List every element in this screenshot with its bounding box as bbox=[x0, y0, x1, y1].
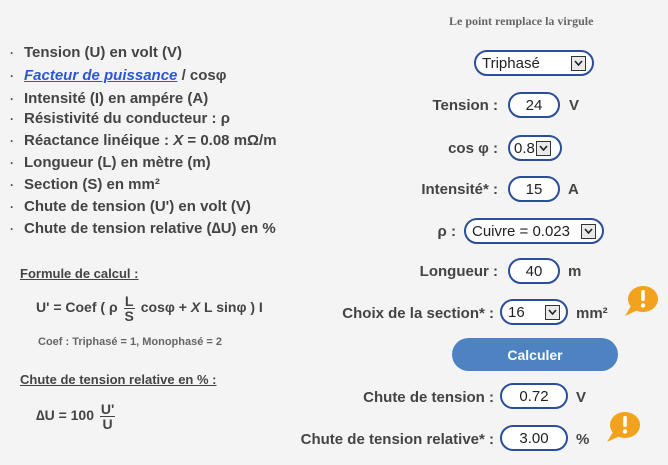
def-chute: · Chute de tension (U') en volt (V) bbox=[10, 198, 251, 215]
formula-relative: ∆U = 100 $\frac{U'}{U}$ bbox=[36, 401, 115, 432]
tension-input[interactable]: 24 bbox=[508, 92, 560, 118]
chevron-down-icon bbox=[545, 305, 560, 320]
def-section: · Section (S) en mm² bbox=[10, 176, 160, 193]
longueur-input[interactable]: 40 bbox=[508, 258, 560, 284]
chevron-down-icon bbox=[571, 56, 586, 71]
chute-relative-label: Chute de tension relative* : bbox=[300, 431, 494, 448]
coef-note: Coef : Triphasé = 1, Monophasé = 2 bbox=[38, 336, 222, 348]
chevron-down-icon bbox=[536, 141, 551, 156]
cos-phi-select[interactable]: 0.8 bbox=[508, 135, 562, 161]
relative-fraction: $\frac{U'}{U}$ bbox=[100, 401, 115, 432]
longueur-label: Longueur : bbox=[419, 263, 498, 280]
def-facteur: · Facteur de puissance / cosφ bbox=[10, 67, 227, 84]
tension-unit: V bbox=[569, 97, 580, 114]
def-intensite: · Intensité (I) en ampére (A) bbox=[10, 90, 209, 107]
intensite-input[interactable]: 15 bbox=[508, 176, 560, 202]
chute-unit: V bbox=[576, 389, 587, 406]
formula-u-prime: U' = Coef ( ρ $\frac{L}{S}$ cosφ + X L sinφ ) I bbox=[36, 293, 263, 324]
chute-relative-unit: % bbox=[576, 431, 590, 448]
def-tension: · Tension (U) en volt (V) bbox=[10, 44, 183, 61]
intensite-label: Intensité* : bbox=[421, 181, 498, 198]
facteur-puissance-link[interactable]: Facteur de puissance bbox=[24, 67, 178, 84]
longueur-unit: m bbox=[568, 263, 582, 280]
section-select[interactable]: 16 bbox=[500, 299, 568, 325]
rho-select[interactable]: Cuivre = 0.023 bbox=[464, 218, 604, 244]
chute-relative-output[interactable]: 3.00 bbox=[500, 425, 568, 451]
def-resistivite: · Résistivité du conducteur : ρ bbox=[10, 110, 230, 127]
warning-bubble-icon[interactable] bbox=[622, 284, 662, 318]
decimal-note: Le point remplace la virgule bbox=[449, 14, 594, 28]
tension-label: Tension : bbox=[432, 97, 498, 114]
intensite-unit: A bbox=[568, 181, 579, 198]
relative-formula-title: Chute de tension relative en % : bbox=[20, 372, 217, 387]
formula-fraction: $\frac{L}{S}$ bbox=[124, 293, 134, 324]
chevron-down-icon bbox=[581, 224, 596, 239]
def-chute-relative: · Chute de tension relative (∆U) en % bbox=[10, 220, 276, 237]
cos-phi-label: cos φ : bbox=[448, 140, 498, 157]
formula-title: Formule de calcul : bbox=[20, 266, 139, 281]
phase-select[interactable]: Triphasé bbox=[474, 50, 594, 76]
section-label: Choix de la section* : bbox=[342, 305, 494, 322]
chute-label: Chute de tension : bbox=[363, 389, 494, 406]
def-reactance: · Réactance linéique : X = 0.08 mΩ/m bbox=[10, 132, 277, 149]
warning-bubble-icon[interactable] bbox=[604, 410, 644, 444]
section-unit: mm² bbox=[576, 305, 608, 322]
def-longueur: · Longueur (L) en mètre (m) bbox=[10, 154, 211, 171]
rho-label: ρ : bbox=[437, 223, 456, 240]
calculate-button[interactable]: Calculer bbox=[452, 338, 618, 371]
chute-output[interactable]: 0.72 bbox=[500, 383, 568, 409]
